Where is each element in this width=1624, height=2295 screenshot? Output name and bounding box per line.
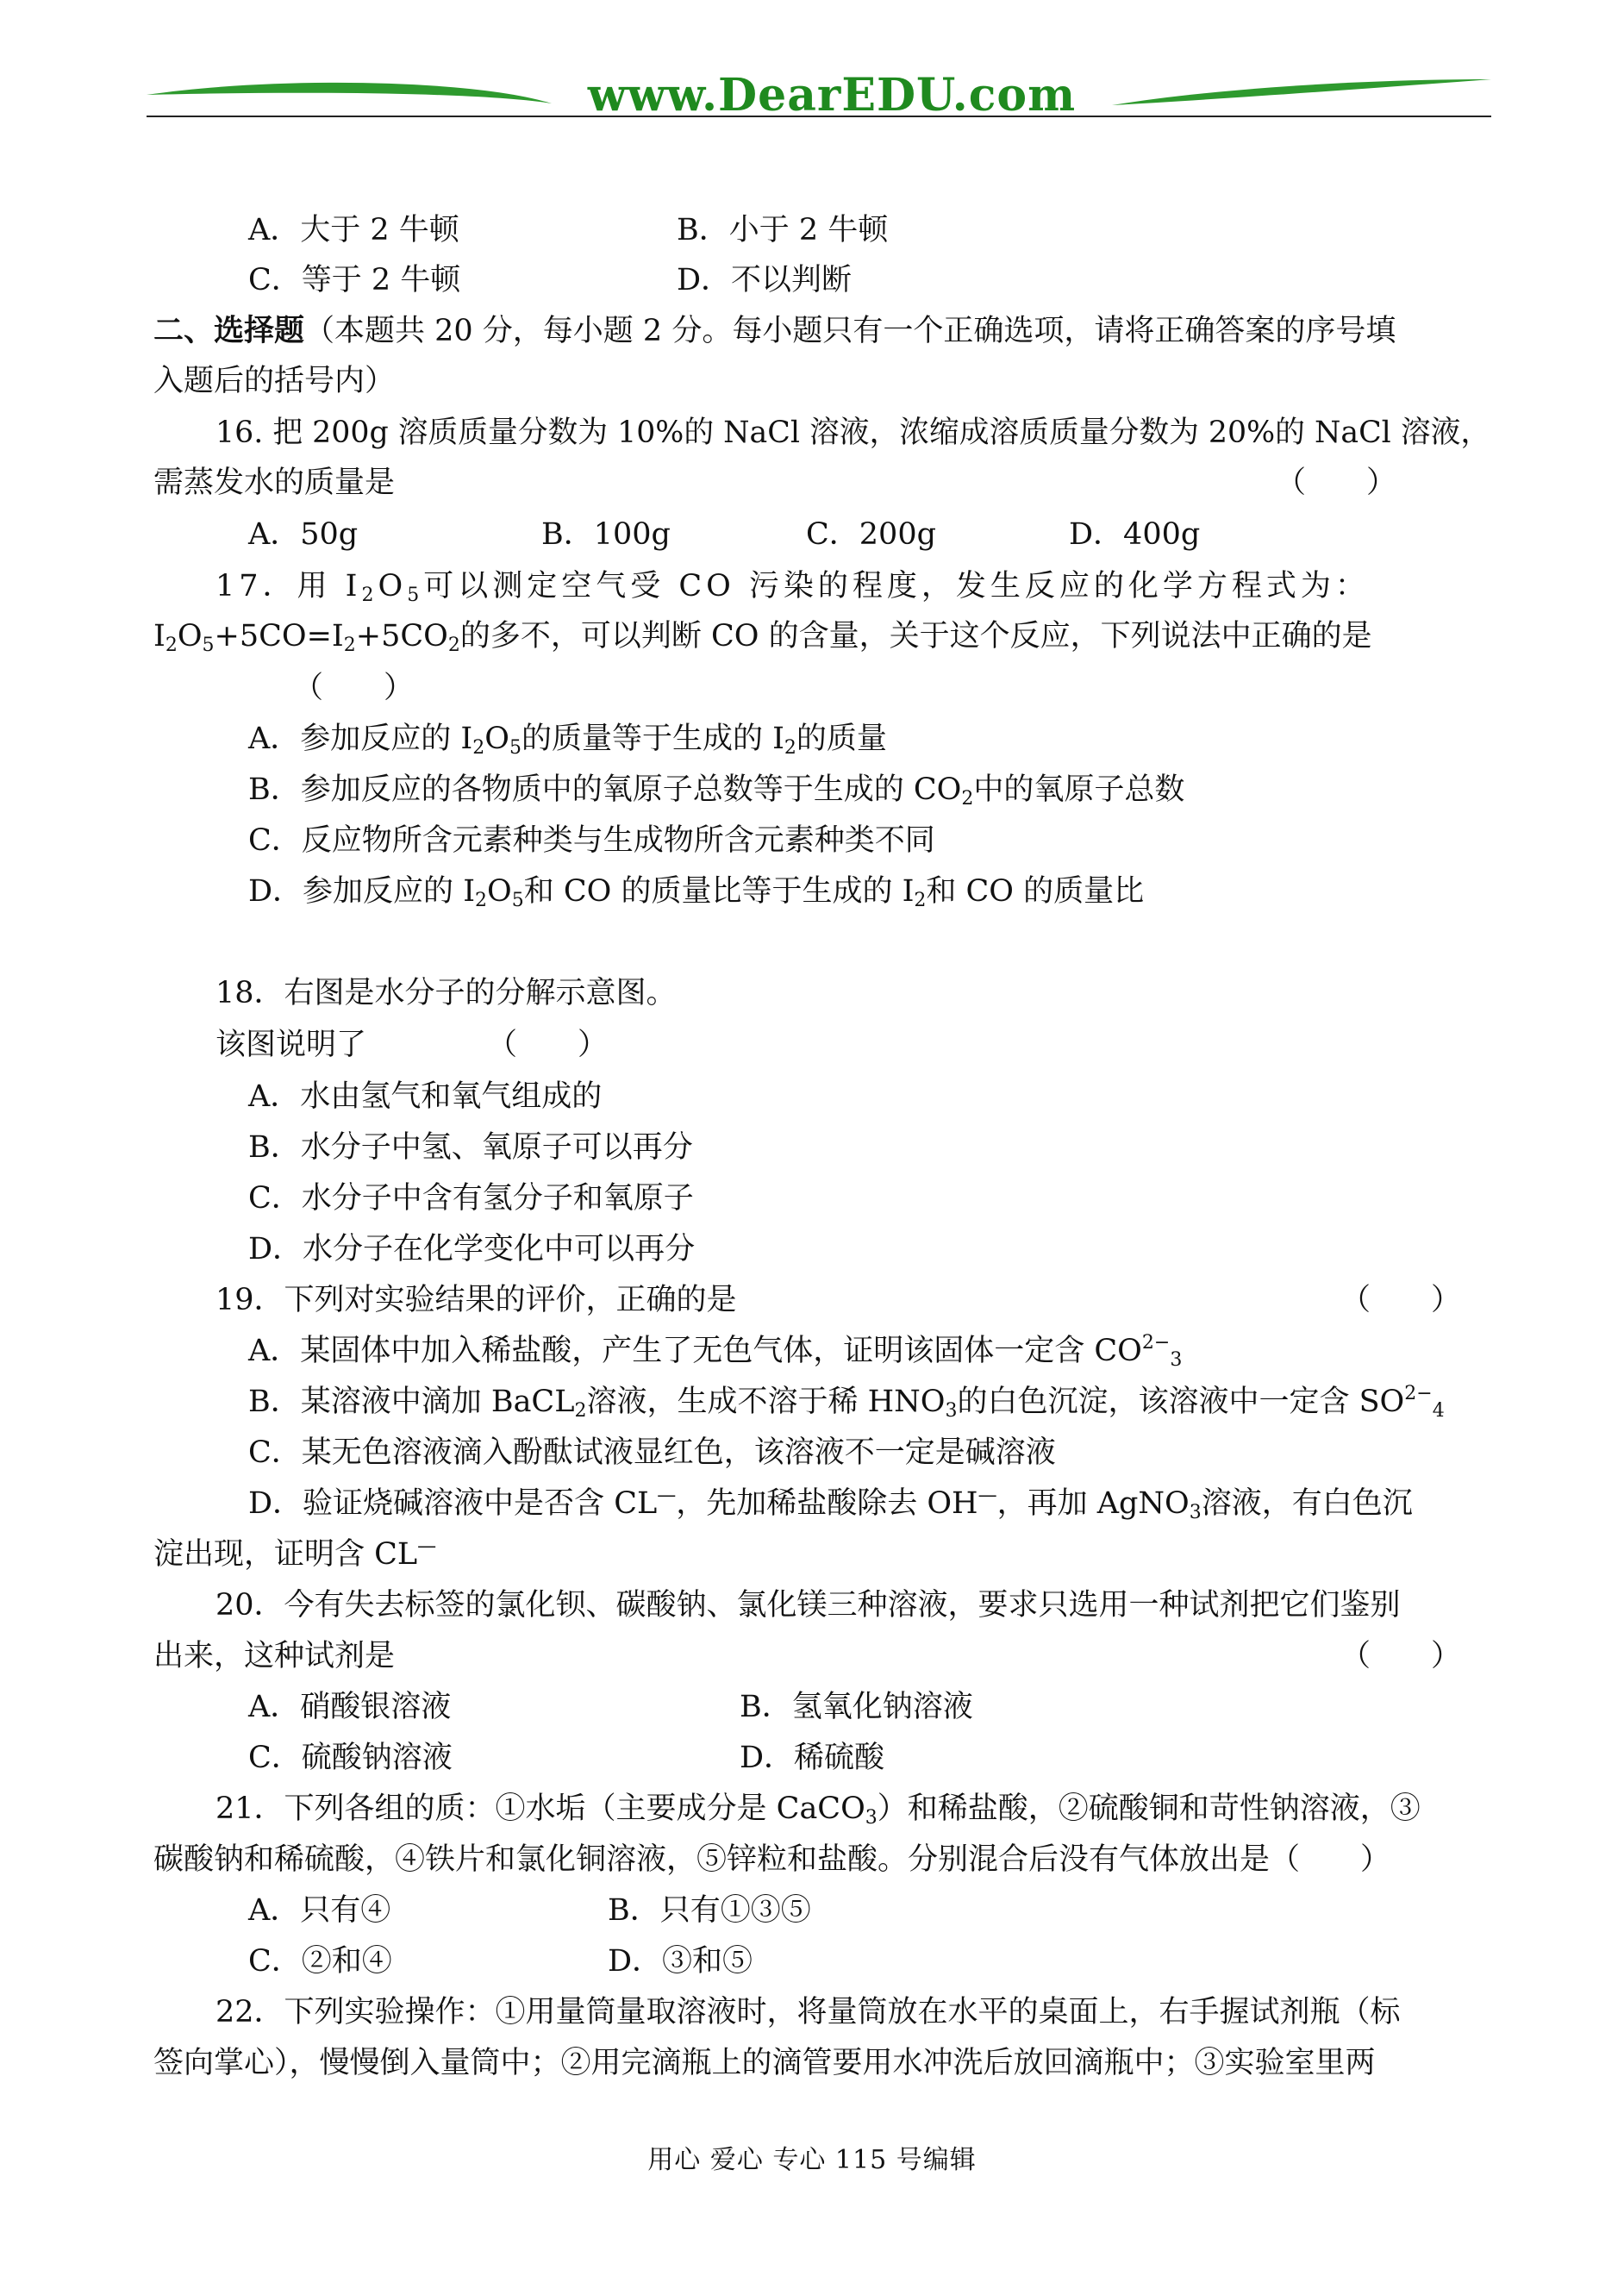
q20-option-b: B．氢氧化钠溶液 xyxy=(740,1690,973,1724)
section-2-heading xyxy=(153,312,1396,350)
q16-option-b: B．100g xyxy=(541,517,671,552)
subscript: 3 xyxy=(1189,1502,1202,1523)
q19-option-text: ，再加 AgNO xyxy=(996,1486,1190,1521)
q17-option-text: 的质量 xyxy=(796,722,887,756)
subscript: 2 xyxy=(574,1400,587,1422)
q17-option-text: D．参加反应的 I xyxy=(248,874,476,909)
section-2-title: 二、选择题 xyxy=(153,313,305,348)
q18-option-a: A．水由氢气和氧气组成的 xyxy=(248,1079,603,1114)
q18-answer-paren: （ ） xyxy=(487,1028,609,1062)
q19-option-a xyxy=(248,1332,1182,1370)
q19-option-b xyxy=(248,1383,1445,1421)
q15-option-b: B．小于 2 牛顿 xyxy=(677,213,889,247)
q19-option-d-line2 xyxy=(153,1535,436,1573)
q19-option-d-line1 xyxy=(248,1485,1413,1523)
q20-option-d: D．稀硫酸 xyxy=(740,1741,885,1775)
subscript: 2 xyxy=(914,890,927,911)
q21-text: 21．下列各组的质：①水垢（主要成分是 CaCO xyxy=(215,1792,865,1826)
q18-option-c: C．水分子中含有氢分子和氧原子 xyxy=(248,1181,694,1216)
q17-text: 可以测定空气受 CO 污染的程度，发生反应的化学方程式为： xyxy=(423,569,1370,603)
subscript: 3 xyxy=(1170,1349,1183,1371)
q20-option-c: C．硫酸钠溶液 xyxy=(248,1741,453,1775)
q19-option-text: 的白色沉淀，该溶液中一定含 SO xyxy=(957,1385,1405,1419)
q22-stem-line1: 22．下列实验操作：①用量筒量取溶液时，将量筒放在水平的桌面上，右手握试剂瓶（标 xyxy=(215,1995,1401,2029)
q17-option-text: 和 CO 的质量比 xyxy=(926,874,1145,909)
q18-stem-line2: 该图说明了 xyxy=(215,1028,367,1062)
q17-option-text: O xyxy=(487,874,512,909)
q20-stem-line2: 出来，这种试剂是 xyxy=(153,1639,396,1673)
q17-option-text: A．参加反应的 I xyxy=(248,722,473,756)
subscript: 4 xyxy=(1432,1400,1445,1422)
subscript: 5 xyxy=(509,737,522,759)
q17-option-c: C．反应物所含元素种类与生成物所含元素种类不同 xyxy=(248,823,935,858)
q15-option-d: D．不以判断 xyxy=(677,263,853,297)
header-banner xyxy=(147,60,1491,129)
page-footer: 用心 爱心 专心 115 号编辑 xyxy=(647,2145,977,2175)
superscript: 2− xyxy=(1404,1383,1433,1404)
q20-stem-line1: 20．今有失去标签的氯化钡、碳酸钠、氯化镁三种溶液，要求只选用一种试剂把它们鉴别 xyxy=(215,1588,1401,1623)
q17-text: 17．用 I xyxy=(215,569,362,603)
subscript: 3 xyxy=(945,1400,958,1422)
subscript: 5 xyxy=(407,585,424,606)
q17-text: O xyxy=(378,569,408,603)
q16-option-c: C．200g xyxy=(806,517,936,552)
subscript: 2 xyxy=(472,737,485,759)
q17-text: +5CO xyxy=(355,619,448,653)
q20-option-a: A．硝酸银溶液 xyxy=(248,1690,452,1724)
q17-option-d xyxy=(248,872,1144,910)
q21-option-c: C．②和④ xyxy=(248,1944,392,1979)
q21-stem-line2: 碳酸钠和稀硫酸，④铁片和氯化铜溶液，⑤锌粒和盐酸。分别混合后没有气体放出是（ ） xyxy=(153,1842,1391,1877)
site-logo-text[interactable]: www.DearEDU.com xyxy=(587,69,1077,122)
q17-option-text: 和 CO 的质量比等于生成的 I xyxy=(523,874,915,909)
header-rule xyxy=(147,116,1491,117)
section-2-instructions-line2: 入题后的括号内） xyxy=(153,364,396,398)
q17-option-b xyxy=(248,771,1184,809)
q19-option-text: D．验证烧碱溶液中是否含 CL xyxy=(248,1486,658,1521)
q15-option-a: A．大于 2 牛顿 xyxy=(248,213,459,247)
q16-stem-line2: 需蒸发水的质量是 xyxy=(153,466,396,500)
superscript: — xyxy=(417,1535,437,1557)
q17-option-text: 中的氧原子总数 xyxy=(973,772,1185,807)
subscript: 2 xyxy=(475,890,488,911)
q17-answer-paren: （ ） xyxy=(293,671,415,705)
q22-stem-line2: 签向掌心），慢慢倒入量筒中；②用完滴瓶上的滴管要用水冲洗后放回滴瓶中；③实验室里两 xyxy=(153,2046,1376,2080)
q17-text: I xyxy=(153,619,166,653)
q19-option-text: 溶液，有白色沉 xyxy=(1201,1486,1413,1521)
q19-option-text: 淀出现，证明含 CL xyxy=(153,1537,418,1572)
q21-option-b: B．只有①③⑤ xyxy=(608,1893,811,1928)
subscript: 2 xyxy=(165,635,178,656)
q18-option-b: B．水分子中氢、氧原子可以再分 xyxy=(248,1130,693,1165)
subscript: 2 xyxy=(961,788,974,810)
superscript: — xyxy=(657,1485,677,1506)
superscript: — xyxy=(978,1485,997,1506)
q16-option-a: A．50g xyxy=(248,517,359,552)
q19-option-text: A．某固体中加入稀盐酸，产生了无色气体，证明该固体一定含 CO xyxy=(248,1334,1142,1368)
q16-answer-paren: （ ） xyxy=(1276,466,1397,500)
q17-text: +5CO=I xyxy=(214,619,344,653)
q17-option-text: B．参加反应的各物质中的氧原子总数等于生成的 CO xyxy=(248,772,962,807)
subscript: 2 xyxy=(784,737,796,759)
q16-option-d: D．400g xyxy=(1069,517,1201,552)
superscript: 2− xyxy=(1141,1332,1171,1354)
subscript: 3 xyxy=(865,1807,878,1829)
q16-stem-line1: 16. 把 200g 溶质质量分数为 10%的 NaCl 溶液，浓缩成溶质质量分数为 20%的 NaCl 溶液， xyxy=(215,416,1491,450)
q18-option-d: D．水分子在化学变化中可以再分 xyxy=(248,1232,696,1266)
q19-option-c: C．某无色溶液滴入酚酞试液显红色，该溶液不一定是碱溶液 xyxy=(248,1435,1056,1470)
q17-text: O xyxy=(177,619,203,653)
q19-answer-paren: （ ） xyxy=(1340,1283,1462,1317)
subscript: 5 xyxy=(511,890,524,911)
q21-option-a: A．只有④ xyxy=(248,1893,391,1928)
q19-option-text: 溶液，生成不溶于稀 HNO xyxy=(586,1385,946,1419)
q19-stem: 19．下列对实验结果的评价，正确的是 xyxy=(215,1283,737,1317)
q17-stem-line2 xyxy=(153,617,1372,655)
q20-answer-paren: （ ） xyxy=(1340,1639,1462,1673)
section-2-instructions: （本题共 20 分，每小题 2 分。每小题只有一个正确选项，请将正确答案的序号填 xyxy=(304,314,1396,348)
subscript: 2 xyxy=(343,635,356,656)
subscript: 2 xyxy=(361,585,378,606)
q17-option-text: 的质量等于生成的 I xyxy=(521,722,784,756)
q21-text: ）和稀盐酸，②硫酸铜和苛性钠溶液，③ xyxy=(877,1792,1421,1826)
q17-stem-line1 xyxy=(215,567,1370,605)
q18-stem-line1: 18．右图是水分子的分解示意图。 xyxy=(215,976,677,1010)
q17-text: 的多不，可以判断 CO 的含量，关于这个反应，下列说法中正确的是 xyxy=(459,619,1372,653)
q17-option-text: O xyxy=(484,722,509,756)
q21-stem-line1 xyxy=(215,1790,1421,1828)
subscript: 2 xyxy=(447,635,460,656)
subscript: 5 xyxy=(202,635,215,656)
q15-option-c: C．等于 2 牛顿 xyxy=(248,263,461,297)
q19-option-text: ，先加稀盐酸除去 OH xyxy=(676,1486,978,1521)
q21-option-d: D．③和⑤ xyxy=(608,1944,753,1979)
q19-option-text: B．某溶液中滴加 BaCL xyxy=(248,1385,575,1419)
q17-option-a xyxy=(248,720,887,758)
